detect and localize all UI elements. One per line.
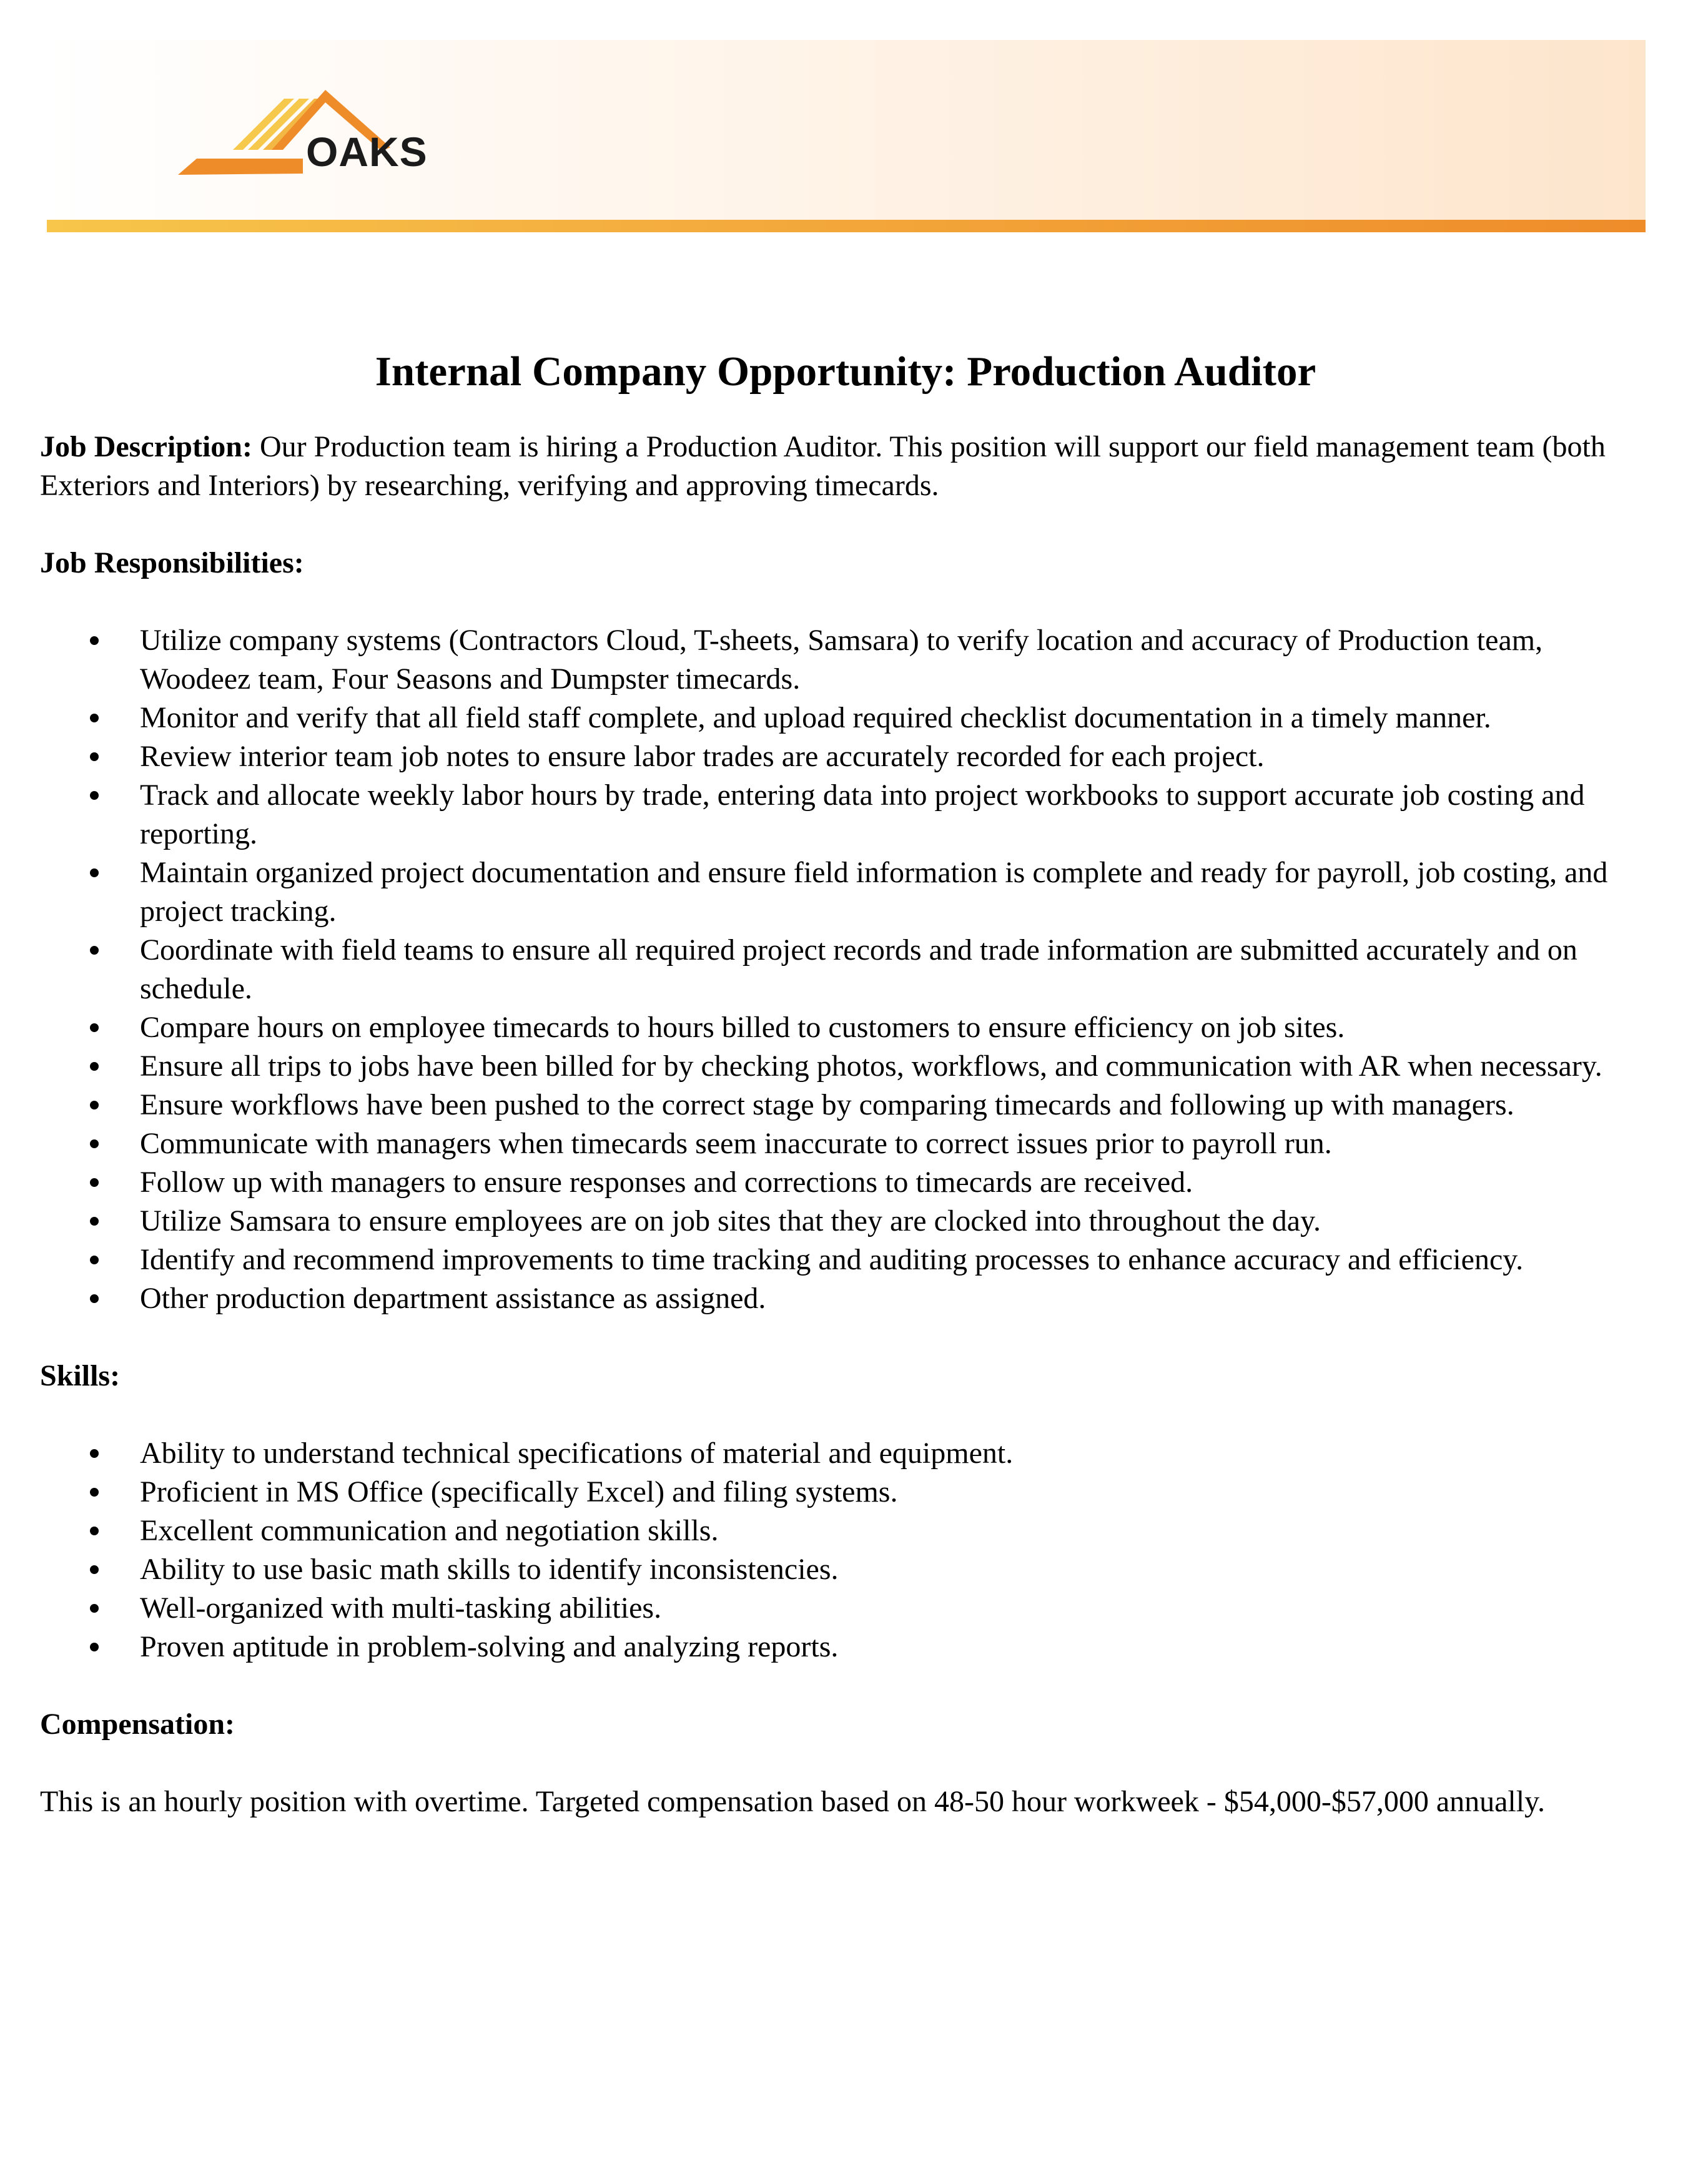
list-item: Coordinate with field teams to ensure all required project records and trade information are submitted accurately and on schedule. (40, 931, 1651, 1008)
company-logo (178, 81, 440, 181)
list-item: Identify and recommend improvements to time tracking and auditing processes to enhance accuracy and efficiency. (40, 1241, 1651, 1279)
list-item: Ability to understand technical specifications of material and equipment. (40, 1434, 1651, 1473)
bullet-icon (90, 1643, 99, 1651)
bullet-icon (90, 1023, 99, 1032)
list-item: Communicate with managers when timecards seem inaccurate to correct issues prior to payroll run. (40, 1124, 1651, 1163)
list-item: Utilize Samsara to ensure employees are on job sites that they are clocked into throughout the day. (40, 1202, 1651, 1241)
list-item: Other production department assistance as assigned. (40, 1279, 1651, 1318)
bullet-icon (90, 714, 99, 722)
bullet-icon (90, 791, 99, 800)
document-body (40, 347, 1651, 1821)
bullet-icon (90, 1062, 99, 1071)
job-description-label: Job Description: (40, 430, 252, 464)
list-item: Compare hours on employee timecards to hours billed to customers to ensure efficiency on job sites. (40, 1008, 1651, 1047)
logo-wordmark: OAKS (306, 129, 428, 175)
list-item: Follow up with managers to ensure responses and corrections to timecards are received. (40, 1163, 1651, 1202)
bullet-icon (90, 1565, 99, 1574)
page-title: Internal Company Opportunity: Production Auditor (375, 348, 1316, 395)
list-item: Proficient in MS Office (specifically Excel) and filing systems. (40, 1473, 1651, 1512)
list-item: Proven aptitude in problem-solving and analyzing reports. (40, 1628, 1651, 1666)
bullet-icon (90, 1604, 99, 1613)
compensation-heading: Compensation: (40, 1708, 235, 1741)
bullet-icon (90, 1449, 99, 1458)
job-description-text: Our Production team is hiring a Production Auditor. This position will support our field management team (both Exteriors and Interiors) by researching, verifying and approving timecards. (40, 430, 1606, 503)
bullet-icon (90, 868, 99, 877)
bullet-icon (90, 946, 99, 955)
list-item: Maintain organized project documentation and ensure field information is complete and ready for payroll, job costing, and project tracking. (40, 853, 1651, 931)
header-rule (47, 220, 1646, 232)
responsibilities-heading: Job Responsibilities: (40, 546, 304, 580)
bullet-icon (90, 1178, 99, 1187)
list-item: Ensure all trips to jobs have been billed for by checking photos, workflows, and communication with AR when necessary. (40, 1047, 1651, 1086)
compensation-text: This is an hourly position with overtime. Targeted compensation based on 48-50 hour workweek - $54,000-$57,000 annually. (40, 1785, 1545, 1819)
skills-heading: Skills: (40, 1359, 121, 1393)
list-item: Well-organized with multi-tasking abilities. (40, 1589, 1651, 1628)
bullet-icon (90, 1488, 99, 1497)
bullet-icon (90, 1101, 99, 1109)
bullet-icon (90, 1256, 99, 1264)
list-item: Ability to use basic math skills to identify inconsistencies. (40, 1550, 1651, 1589)
list-item: Review interior team job notes to ensure labor trades are accurately recorded for each project. (40, 737, 1651, 776)
bullet-icon (90, 1527, 99, 1535)
job-description (40, 428, 1651, 505)
bullet-icon (90, 752, 99, 761)
responsibilities-list (40, 621, 1651, 1318)
skills-list (40, 1434, 1651, 1666)
bullet-icon (90, 1294, 99, 1303)
list-item: Track and allocate weekly labor hours by trade, entering data into project workbooks to support accurate job costing and reporting. (40, 776, 1651, 853)
bullet-icon (90, 1139, 99, 1148)
list-item: Ensure workflows have been pushed to the correct stage by comparing timecards and following up with managers. (40, 1086, 1651, 1124)
bullet-icon (90, 636, 99, 645)
list-item: Excellent communication and negotiation skills. (40, 1512, 1651, 1550)
list-item: Monitor and verify that all field staff complete, and upload required checklist documentation in a timely manner. (40, 699, 1651, 737)
list-item: Utilize company systems (Contractors Cloud, T-sheets, Samsara) to verify location and accuracy of Production team, Woodeez team, Four Seasons and Dumpster timecards. (40, 621, 1651, 699)
bullet-icon (90, 1217, 99, 1226)
